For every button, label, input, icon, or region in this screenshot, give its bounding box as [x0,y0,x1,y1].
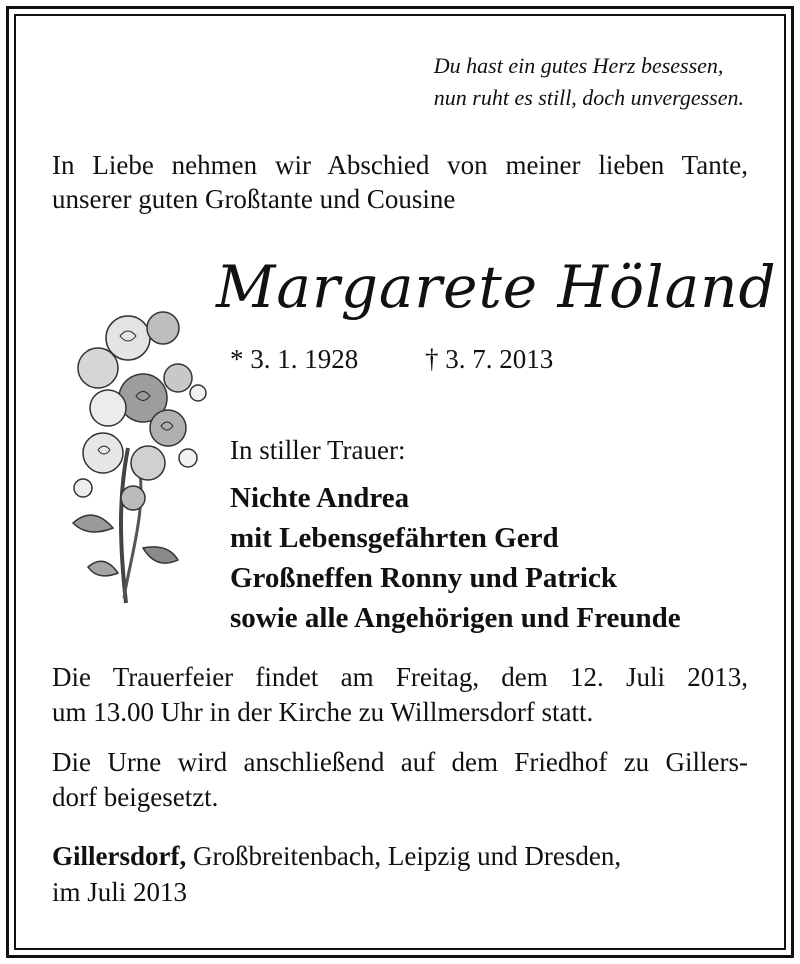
urn-line-2: dorf beigesetzt. [52,782,219,812]
mourner-line: mit Lebensgefährten Gerd [230,522,559,554]
notice-date: im Juli 2013 [52,877,188,907]
place-line [52,838,621,874]
motto-verse [434,50,744,114]
mourner-line: sowie alle Angehörigen und Freunde [230,602,681,634]
birth-date: * 3. 1. 1928 [230,344,359,374]
deceased-name: Margarete Höland [216,253,777,321]
urn-info [52,745,748,815]
mourner-line: Großneffen Ronny und Patrick [230,562,617,594]
mourner-line: Nichte Andrea [230,482,410,514]
urn-line-1: Die Urne wird anschließend auf dem Friedhof zu Gillers- [52,747,748,777]
mourning-label: In stiller Trauer: [230,435,406,465]
flower-bouquet-icon [58,298,210,610]
place-and-date [52,838,621,910]
life-dates [230,343,553,375]
motto-line-2: nun ruht es still, doch unvergessen. [433,85,744,110]
death-date: † 3. 7. 2013 [425,344,554,374]
intro-line-1: In Liebe nehmen wir Abschied von meiner lieben Tante, [52,150,748,180]
mourners-list [230,478,681,638]
place-others: Großbreitenbach, Leipzig und Dresden, [186,841,622,871]
service-line-2: um 13.00 Uhr in der Kirche zu Willmersdorf statt. [52,697,594,727]
service-info [52,660,748,730]
intro-text [52,148,748,216]
motto-line-1: Du hast ein gutes Herz besessen, [433,53,724,78]
place-town: Gillersdorf, [52,841,187,871]
intro-line-2: unserer guten Großtante und Cousine [52,184,456,214]
service-line-1: Die Trauerfeier findet am Freitag, dem 12. Juli 2013, [52,662,748,692]
